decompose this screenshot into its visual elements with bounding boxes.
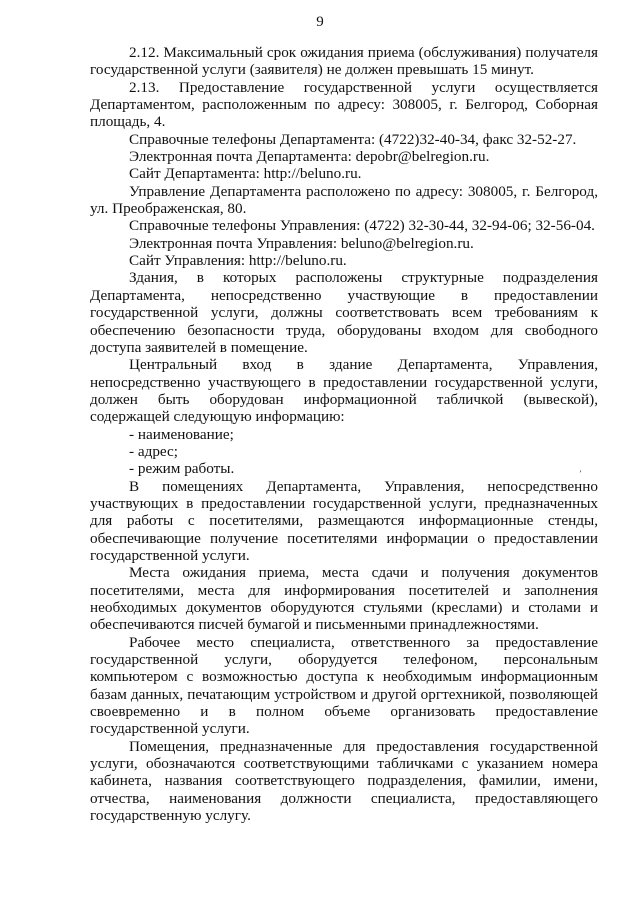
department-email: Электронная почта Департамента: depobr@belregion.ru. — [129, 148, 490, 166]
department-phones: Справочные телефоны Департамента: (4722)32-40-34, факс 32-52-27. — [129, 130, 577, 148]
entrance-signboard: Центральный вход в здание Департамента, Управления, непосредственно участвующего в предоставлении государственной услуги, должен быть оборудован информационной табличкой (вывеской), содержащей следующую информацию: — [90, 356, 598, 426]
directorate-email: Электронная почта Управления: beluno@belregion.ru. — [129, 234, 474, 252]
scan-speck: ʼ — [579, 470, 582, 480]
list-item-hours: - режим работы. — [129, 460, 235, 478]
paragraph-2-12: 2.12. Максимальный срок ожидания приема (обслуживания) получателя государственной услуги (заявителя) не должен превышать 15 минут. — [90, 44, 598, 79]
paragraph-2-13: 2.13. Предоставление государственной услуги осуществляется Департаментом, расположенным по адресу: 308005, г. Белгород, Соборная площадь, 4. — [90, 78, 598, 131]
info-stands: В помещениях Департамента, Управления, непосредственно участвующих в предоставлении государственной услуги, предназначенных для работы с посетителями, размещаются информационные стенды, обеспечивающие получение посетителями информации о предоставлении государственной услуги. — [90, 477, 598, 564]
list-item-address: - адрес; — [129, 442, 178, 460]
buildings-requirements: Здания, в которых расположены структурные подразделения Департамента, непосредственно участвующие в предоставлении государственной услуги, должны соответствовать всем требованиям к обеспечению безопасности труда, оборудованы входом для свободного доступа заявителей в помещение. — [90, 269, 598, 356]
directorate-website: Сайт Управления: http://beluno.ru. — [129, 252, 347, 270]
document-body — [90, 44, 598, 824]
department-website: Сайт Департамента: http://beluno.ru. — [129, 165, 362, 183]
directorate-address: Управление Департамента расположено по адресу: 308005, г. Белгород, ул. Преображенская, 80. — [90, 182, 598, 218]
specialist-workplace: Рабочее место специалиста, ответственного за предоставление государственной услуги, оборудуется телефоном, персональным компьютером с возможностью доступа к необходимым информационным базам данных, печатающим устройством и другой оргтехникой, позволяющей своевременно и в полном объеме организовать предоставление государственной услуги. — [90, 633, 598, 738]
list-item-name: - наименование; — [129, 425, 234, 443]
directorate-phones: Справочные телефоны Управления: (4722) 32-30-44, 32-94-06; 32-56-04. — [129, 217, 595, 235]
page-number: 9 — [316, 14, 324, 30]
waiting-areas: Места ожидания приема, места сдачи и получения документов посетителями, места для информирования посетителей и заполнения необходимых документов оборудуются стульями (креслами) и столами и обеспечиваются писчей бумагой и письменными принадлежностями. — [90, 564, 598, 634]
premises-signs: Помещения, предназначенные для предоставления государственной услуги, обозначаются соответствующими табличками с указанием номера кабинета, названия соответствующего подразделения, фамилии, имени, отчества, наименования должности специалиста, предоставляющего государственную услугу. — [90, 737, 598, 825]
